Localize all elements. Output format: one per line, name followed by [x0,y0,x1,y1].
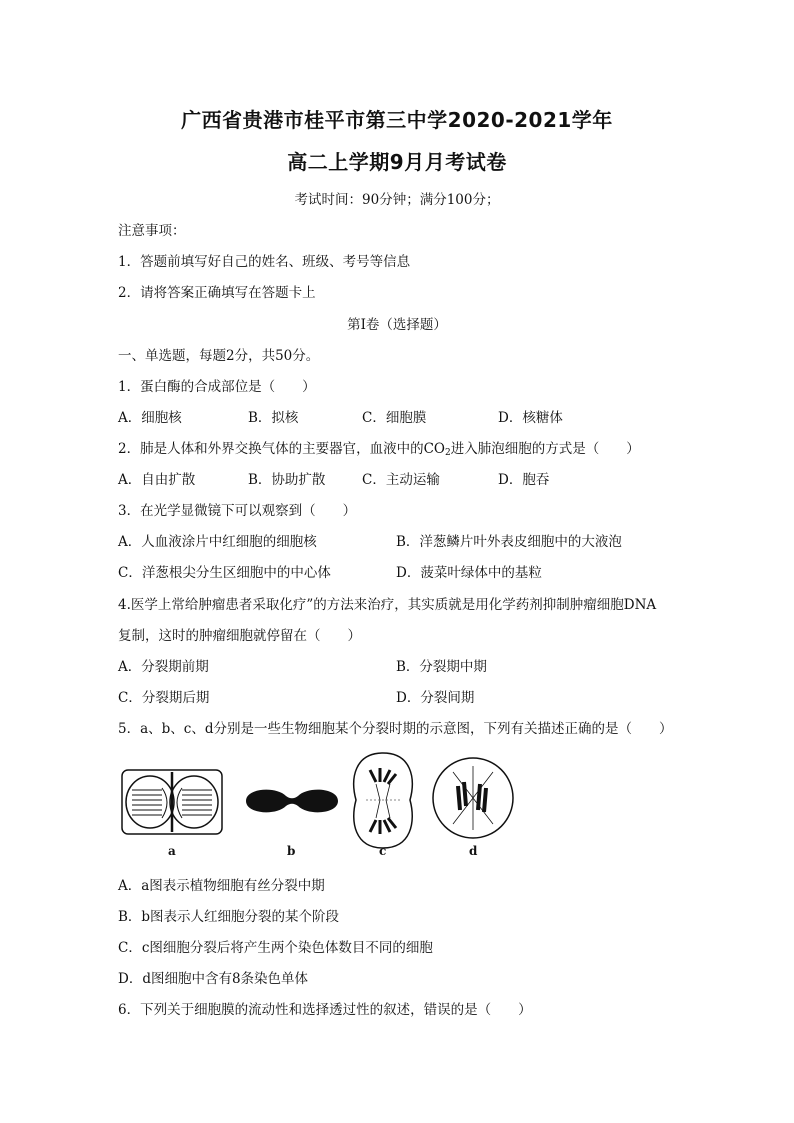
section-title: 第I卷（选择题） [347,317,447,333]
q5-option-c: C．c图细胞分裂后将产生两个染色体数目不同的细胞 [118,940,433,956]
diagram-a [122,770,222,834]
section-instruction: 一、单选题，每题2分，共50分。 [118,348,320,364]
notes-item-2: 2．请将答案正确填写在答题卡上 [118,285,316,301]
figure-label-b: b [287,844,296,858]
q4-option-a: A．分裂期前期 [118,659,209,675]
q3-option-a: A．人血液涂片中红细胞的细胞核 [118,534,317,550]
q3-option-d: D．菠菜叶绿体中的基粒 [396,565,542,581]
q4-option-b: B．分裂期中期 [396,659,487,675]
question-4-stem-line1: 4.医学上常给肿瘤患者采取化疗”的方法来治疗，其实质就是用化学药剂抑制肿瘤细胞DNA [118,597,657,613]
figure-label-d: d [469,844,478,858]
q5-option-b: B．b图表示人红细胞分裂的某个阶段 [118,909,340,925]
q1-option-c: C．细胞膜 [362,410,427,426]
diagram-d [433,758,513,838]
q1-option-b: B．拟核 [248,410,299,426]
q5-option-d: D．d图细胞中含有8条染色单体 [118,971,309,987]
page-title-line2: 高二上学期9月月考试卷 [287,150,507,174]
diagram-c [354,753,413,848]
figure-label-c: c [379,844,387,858]
q2-option-a: A．自由扩散 [118,472,196,488]
q2-stem-post: 进入肺泡细胞的方式是（ ） [450,441,640,457]
question-2-stem [118,437,640,458]
q1-option-d: D．核糖体 [498,410,563,426]
q2-stem-sub: 2 [445,448,451,458]
question-3-stem: 3．在光学显微镜下可以观察到（ ） [118,503,357,519]
q5-option-a: A．a图表示植物细胞有丝分裂中期 [118,878,325,894]
notes-item-1: 1．答题前填写好自己的姓名、班级、考号等信息 [118,254,411,270]
question-4-stem-line2: 复制，这时的肿瘤细胞就停留在（ ） [118,628,361,644]
q2-stem-pre: 2．肺是人体和外界交换气体的主要器官，血液中的CO [118,441,445,457]
question-1-stem: 1．蛋白酶的合成部位是（ ） [118,379,316,395]
figure-label-a: a [168,844,176,858]
page-title-line1: 广西省贵港市桂平市第三中学2020-2021学年 [181,108,613,132]
question-6-stem: 6．下列关于细胞膜的流动性和选择透过性的叙述，错误的是（ ） [118,1002,532,1018]
diagram-b [246,790,338,813]
cell-division-figure [118,748,518,860]
q3-option-b: B．洋葱鳞片叶外表皮细胞中的大液泡 [396,534,622,550]
question-5-stem: 5．a、b、c、d分别是一些生物细胞某个分裂时期的示意图，下列有关描述正确的是（ ） [118,721,673,737]
q2-option-b: B．协助扩散 [248,472,326,488]
q4-option-c: C．分裂期后期 [118,690,210,706]
exam-info: 考试时间：90分钟；满分100分； [294,192,500,208]
notes-heading: 注意事项： [118,223,186,239]
q2-option-d: D．胞吞 [498,472,550,488]
q2-option-c: C．主动运输 [362,472,440,488]
q3-option-c: C．洋葱根尖分生区细胞中的中心体 [118,565,331,581]
q4-option-d: D．分裂间期 [396,690,475,706]
q1-option-a: A．细胞核 [118,410,182,426]
